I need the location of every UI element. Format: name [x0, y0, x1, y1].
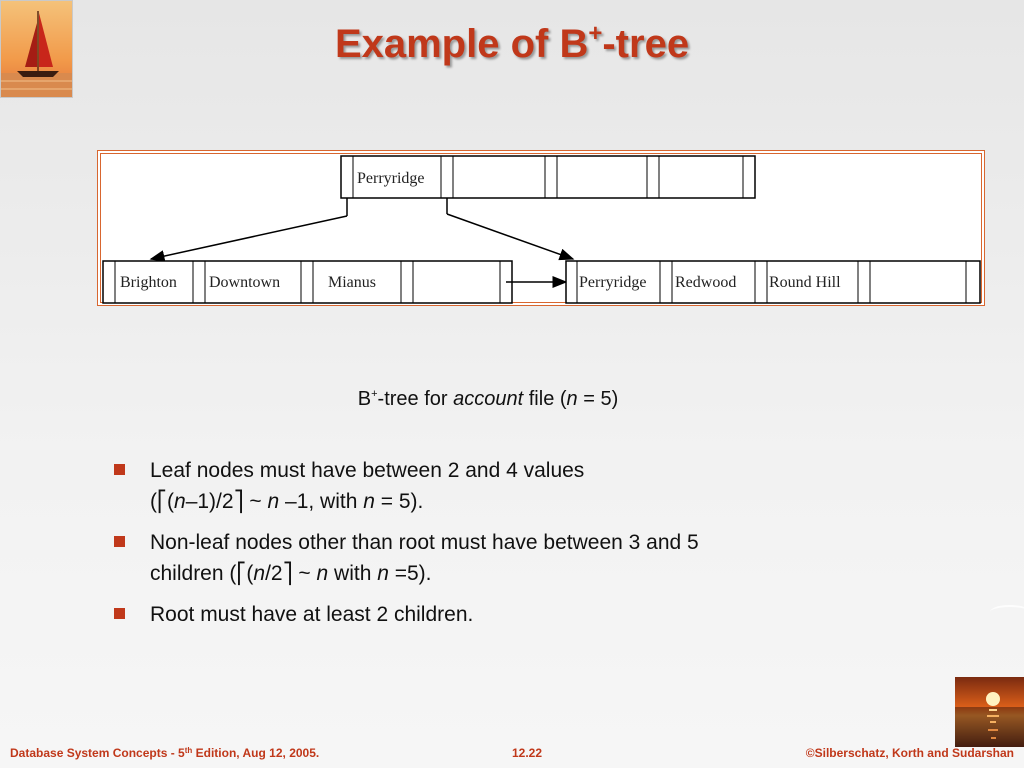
sunset-icon: [955, 677, 1024, 747]
left-leaf-key-2: Downtown: [209, 274, 281, 291]
right-leaf-key-1: Perryridge: [579, 274, 647, 291]
root-key-1: Perryridge: [357, 170, 425, 187]
sunset-image: [955, 677, 1024, 747]
list-item: [112, 527, 892, 589]
decorative-swoosh: [990, 605, 1024, 619]
footer-copyright: ©Silberschatz, Korth and Sudarshan: [805, 746, 1014, 760]
square-bullet-icon: [114, 608, 125, 619]
bullet-line: children (⎡(n/2⎤ ~ n with n =5).: [150, 561, 432, 585]
root-arrow-left: [151, 216, 347, 259]
right-leaf-key-3: Round Hill: [769, 274, 841, 291]
left-leaf-key-3: Mianus: [328, 274, 376, 291]
list-item: [112, 455, 892, 517]
diagram-caption: B+-tree for account file (n = 5): [357, 388, 619, 410]
bullet-list: [112, 455, 892, 640]
footer-slide-number: 12.22: [512, 746, 543, 760]
left-leaf-key-1: Brighton: [120, 274, 177, 291]
bullet-line: (⎡(n–1)/2⎤ ~ n –1, with n = 5).: [150, 489, 424, 513]
right-leaf-key-2: Redwood: [675, 274, 737, 291]
bullet-line: Leaf nodes must have between 2 and 4 values: [150, 459, 585, 482]
list-item: [112, 599, 892, 630]
bullet-line: Non-leaf nodes other than root must have between 3 and 5: [150, 531, 699, 554]
footer-course-info: Database System Concepts - 5th Edition, Aug 12, 2005.: [10, 746, 320, 760]
square-bullet-icon: [114, 464, 125, 475]
root-arrow-right: [447, 214, 573, 259]
square-bullet-icon: [114, 536, 125, 547]
root-node: [341, 156, 755, 198]
left-leaf-node: [103, 261, 512, 303]
bullet-line: Root must have at least 2 children.: [150, 603, 474, 626]
right-leaf-node: [566, 261, 980, 303]
page-title: Example of B+-tree: [334, 20, 690, 66]
bplus-tree-diagram: [97, 150, 985, 306]
